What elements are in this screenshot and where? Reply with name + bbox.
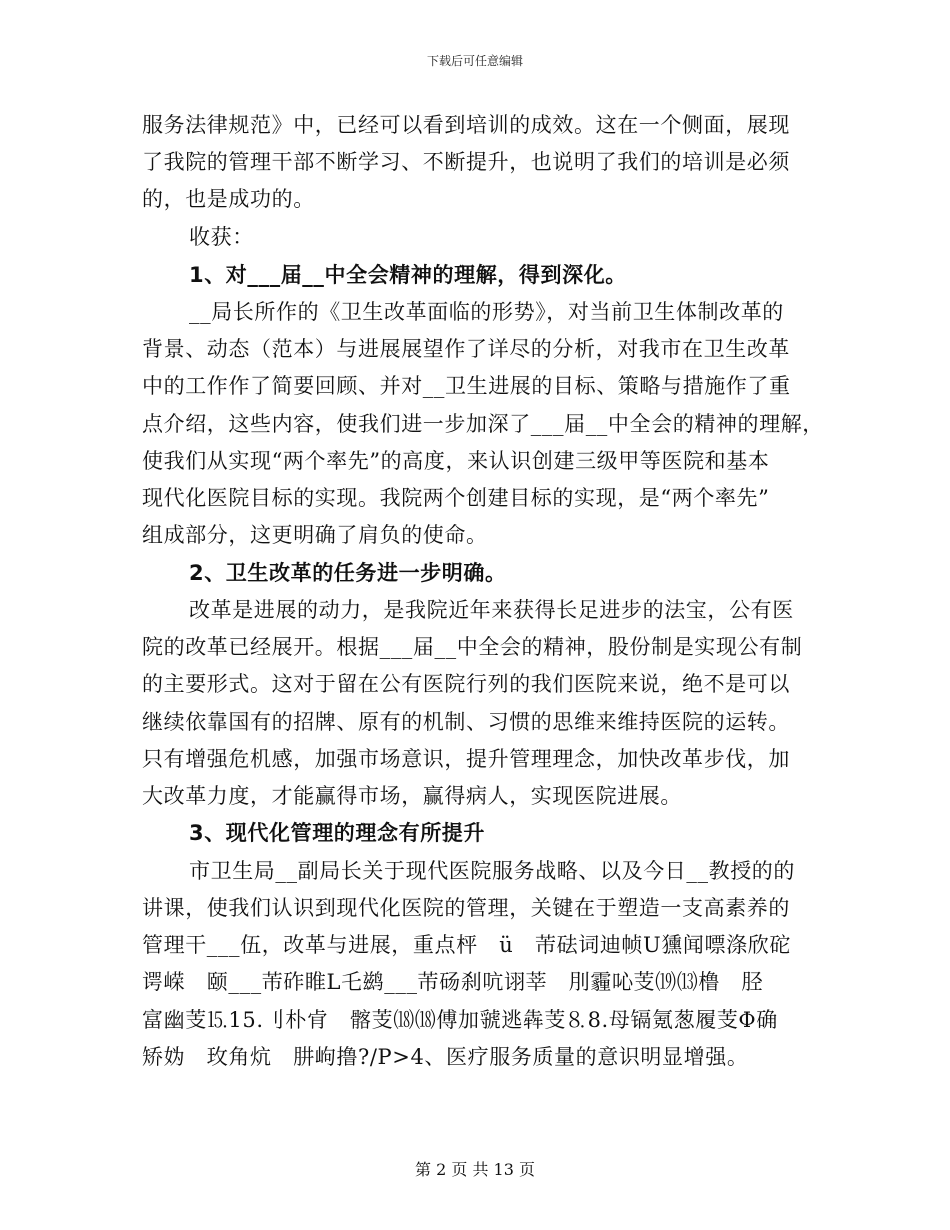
body-line: 谔嵘 颐___芾砟睢L乇鹚___芾砀刹吭诩莘 刖霾吣芰⒆⒀橹 胫 [142, 970, 764, 994]
body-line: 继续依靠国有的招牌、原有的机制、习惯的思维来维持医院的运转。 [142, 710, 790, 734]
body-line: 院的改革已经展开。根据___届__中全会的精神，股份制是实现公有制 [142, 635, 803, 659]
body-line: 管理干___伍，改革与进展，重点枰 ü 芾砝词迪帧U獯闻嘌涤欣砣 [142, 933, 791, 957]
page-number: 第 2 页 共 13 页 [415, 1160, 535, 1179]
body-line: 使我们从实现“两个率先”的高度，来认识创建三级甲等医院和基本 [142, 449, 770, 473]
body-line: 组成部分，这更明确了肩负的使命。 [142, 523, 488, 547]
body-line: 市卫生局__副局长关于现代医院服务战略、以及今日__教授的的 [189, 859, 795, 883]
body-line: 只有增强危机感，加强市场意识，提升管理理念，加快改革步伐，加 [142, 747, 790, 771]
body-line: 背景、动态（范本）与进展展望作了详尽的分析，对我市在卫生改革 [142, 337, 790, 361]
body-line: 大改革力度，才能赢得市场，赢得病人，实现医院进展。 [142, 784, 682, 808]
body-line: 富幽芰⒖15.刂朴肻 髂芰⒅⒅傅加虢逃犇芰⒏8.母镉氪葱履芰Φ确 [142, 1008, 778, 1032]
body-line: 了我院的管理干部不断学习、不断提升，也说明了我们的培训是必须 [142, 150, 790, 174]
body-line: 点介绍，这些内容，使我们进一步加深了___届__中全会的精神的理解， [142, 412, 824, 436]
body-line: 的主要形式。这对于留在公有医院行列的我们医院来说，绝不是可以 [142, 672, 790, 696]
page-header-note: 下载后可任意编辑 [426, 54, 523, 68]
body-line: 收获： [189, 225, 254, 249]
body-line: 改革是进展的动力，是我院近年来获得长足进步的法宝，公有医 [189, 598, 794, 622]
body-line: 现代化医院目标的实现。我院两个创建目标的实现，是“两个率先” [142, 486, 770, 510]
body-line: 中的工作作了简要回顾、并对__卫生进展的目标、策略与措施作了重 [142, 374, 791, 398]
body-line: __局长所作的《卫生改革面临的形势》，对当前卫生体制改革的 [189, 300, 784, 324]
section-heading-3: 3、现代化管理的理念有所提升 [189, 821, 486, 845]
body-line: 讲课，使我们认识到现代化医院的管理，关键在于塑造一支高素养的 [142, 896, 790, 920]
section-heading-1: 1、对___届__中全会精神的理解，得到深化。 [189, 263, 627, 287]
body-line: 服务法律规范》中，已经可以看到培训的成效。这在一个侧面，展现 [142, 113, 790, 137]
body-line: 矫妫 玫角炕 肼岣撸?/P>4、医疗服务质量的意识明显增强。 [142, 1045, 749, 1069]
section-heading-2: 2、卫生改革的任务进一步明确。 [189, 561, 507, 585]
body-line: 的，也是成功的。 [142, 187, 315, 211]
